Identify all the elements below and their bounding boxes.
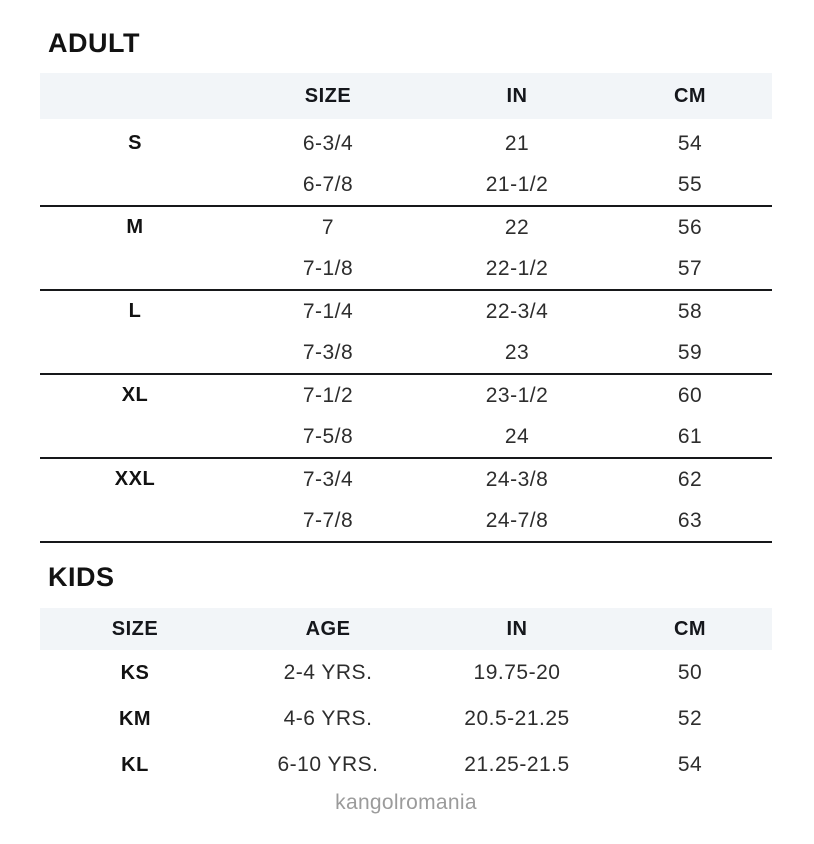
- size-cell: 7-3/8: [302, 340, 354, 364]
- table-row: [40, 207, 772, 248]
- size-cell: 7-7/8: [302, 508, 354, 532]
- adult-col-header-cm: CM: [673, 84, 707, 107]
- table-row: [40, 742, 772, 788]
- row-label: S: [128, 132, 142, 154]
- adult-table: [40, 73, 772, 543]
- size-group-m: [40, 207, 772, 291]
- in-cell: 22: [504, 215, 530, 239]
- row-label: KL: [121, 753, 149, 776]
- row-label: XXL: [114, 468, 156, 490]
- size-cell: 7-1/2: [302, 383, 354, 407]
- size-cell: 7-1/4: [302, 299, 354, 323]
- table-row: [40, 164, 772, 205]
- row-label: M: [126, 216, 144, 238]
- in-cell: 22-3/4: [485, 299, 549, 323]
- brand-footer-text: kangolromania: [335, 791, 477, 814]
- table-row: [40, 123, 772, 164]
- cm-cell: 62: [677, 467, 703, 491]
- row-label: KM: [118, 707, 152, 730]
- cm-cell: 50: [677, 661, 703, 684]
- kids-section-title: KIDS: [48, 562, 115, 592]
- adult-section: [40, 30, 772, 543]
- in-cell: 21.25-21.5: [464, 753, 570, 776]
- cm-cell: 52: [677, 707, 703, 730]
- age-cell: 4-6 YRS.: [283, 707, 373, 730]
- kids-section: [40, 564, 772, 788]
- kids-col-header-age: AGE: [305, 617, 351, 640]
- table-row: [40, 696, 772, 742]
- table-row: [40, 416, 772, 457]
- cm-cell: 61: [677, 424, 703, 448]
- adult-col-header-size: SIZE: [304, 84, 352, 107]
- row-label: KS: [120, 661, 150, 684]
- row-label: L: [128, 300, 142, 322]
- in-cell: 20.5-21.25: [464, 707, 570, 730]
- kids-col-header-cm: CM: [673, 617, 707, 640]
- in-cell: 23: [504, 340, 530, 364]
- size-chart-page: [0, 30, 814, 815]
- table-row: [40, 500, 772, 541]
- cm-cell: 54: [677, 131, 703, 155]
- cm-cell: 54: [677, 753, 703, 776]
- table-row: [40, 291, 772, 332]
- size-group-xxl: [40, 459, 772, 543]
- table-row: [40, 650, 772, 696]
- size-cell: 6-3/4: [302, 131, 354, 155]
- cm-cell: 57: [677, 256, 703, 280]
- cm-cell: 56: [677, 215, 703, 239]
- in-cell: 24-7/8: [485, 508, 549, 532]
- cm-cell: 63: [677, 508, 703, 532]
- cm-cell: 58: [677, 299, 703, 323]
- cm-cell: 59: [677, 340, 703, 364]
- kids-table: [40, 608, 772, 788]
- size-cell: 7-3/4: [302, 467, 354, 491]
- in-cell: 21: [504, 131, 530, 155]
- size-cell: 7-1/8: [302, 256, 354, 280]
- cm-cell: 55: [677, 172, 703, 196]
- kids-table-body: [40, 650, 772, 788]
- adult-section-title: ADULT: [48, 28, 140, 58]
- size-cell: 6-7/8: [302, 172, 354, 196]
- in-cell: 19.75-20: [473, 661, 561, 684]
- size-cell: 7: [321, 215, 335, 239]
- table-row: [40, 459, 772, 500]
- size-group-s: [40, 123, 772, 207]
- in-cell: 23-1/2: [485, 383, 549, 407]
- in-cell: 24-3/8: [485, 467, 549, 491]
- adult-table-body: [40, 123, 772, 543]
- size-group-xl: [40, 375, 772, 459]
- in-cell: 24: [504, 424, 530, 448]
- age-cell: 2-4 YRS.: [283, 661, 373, 684]
- adult-header-row: [40, 73, 772, 119]
- in-cell: 22-1/2: [485, 256, 549, 280]
- table-row: [40, 332, 772, 373]
- in-cell: 21-1/2: [485, 172, 549, 196]
- kids-col-header-in: IN: [506, 617, 528, 640]
- table-row: [40, 248, 772, 289]
- kids-header-row: [40, 608, 772, 650]
- size-group-l: [40, 291, 772, 375]
- row-label: XL: [121, 384, 149, 406]
- age-cell: 6-10 YRS.: [277, 753, 379, 776]
- kids-col-header-size: SIZE: [111, 617, 159, 640]
- cm-cell: 60: [677, 383, 703, 407]
- adult-col-header-in: IN: [506, 84, 528, 107]
- size-cell: 7-5/8: [302, 424, 354, 448]
- table-row: [40, 375, 772, 416]
